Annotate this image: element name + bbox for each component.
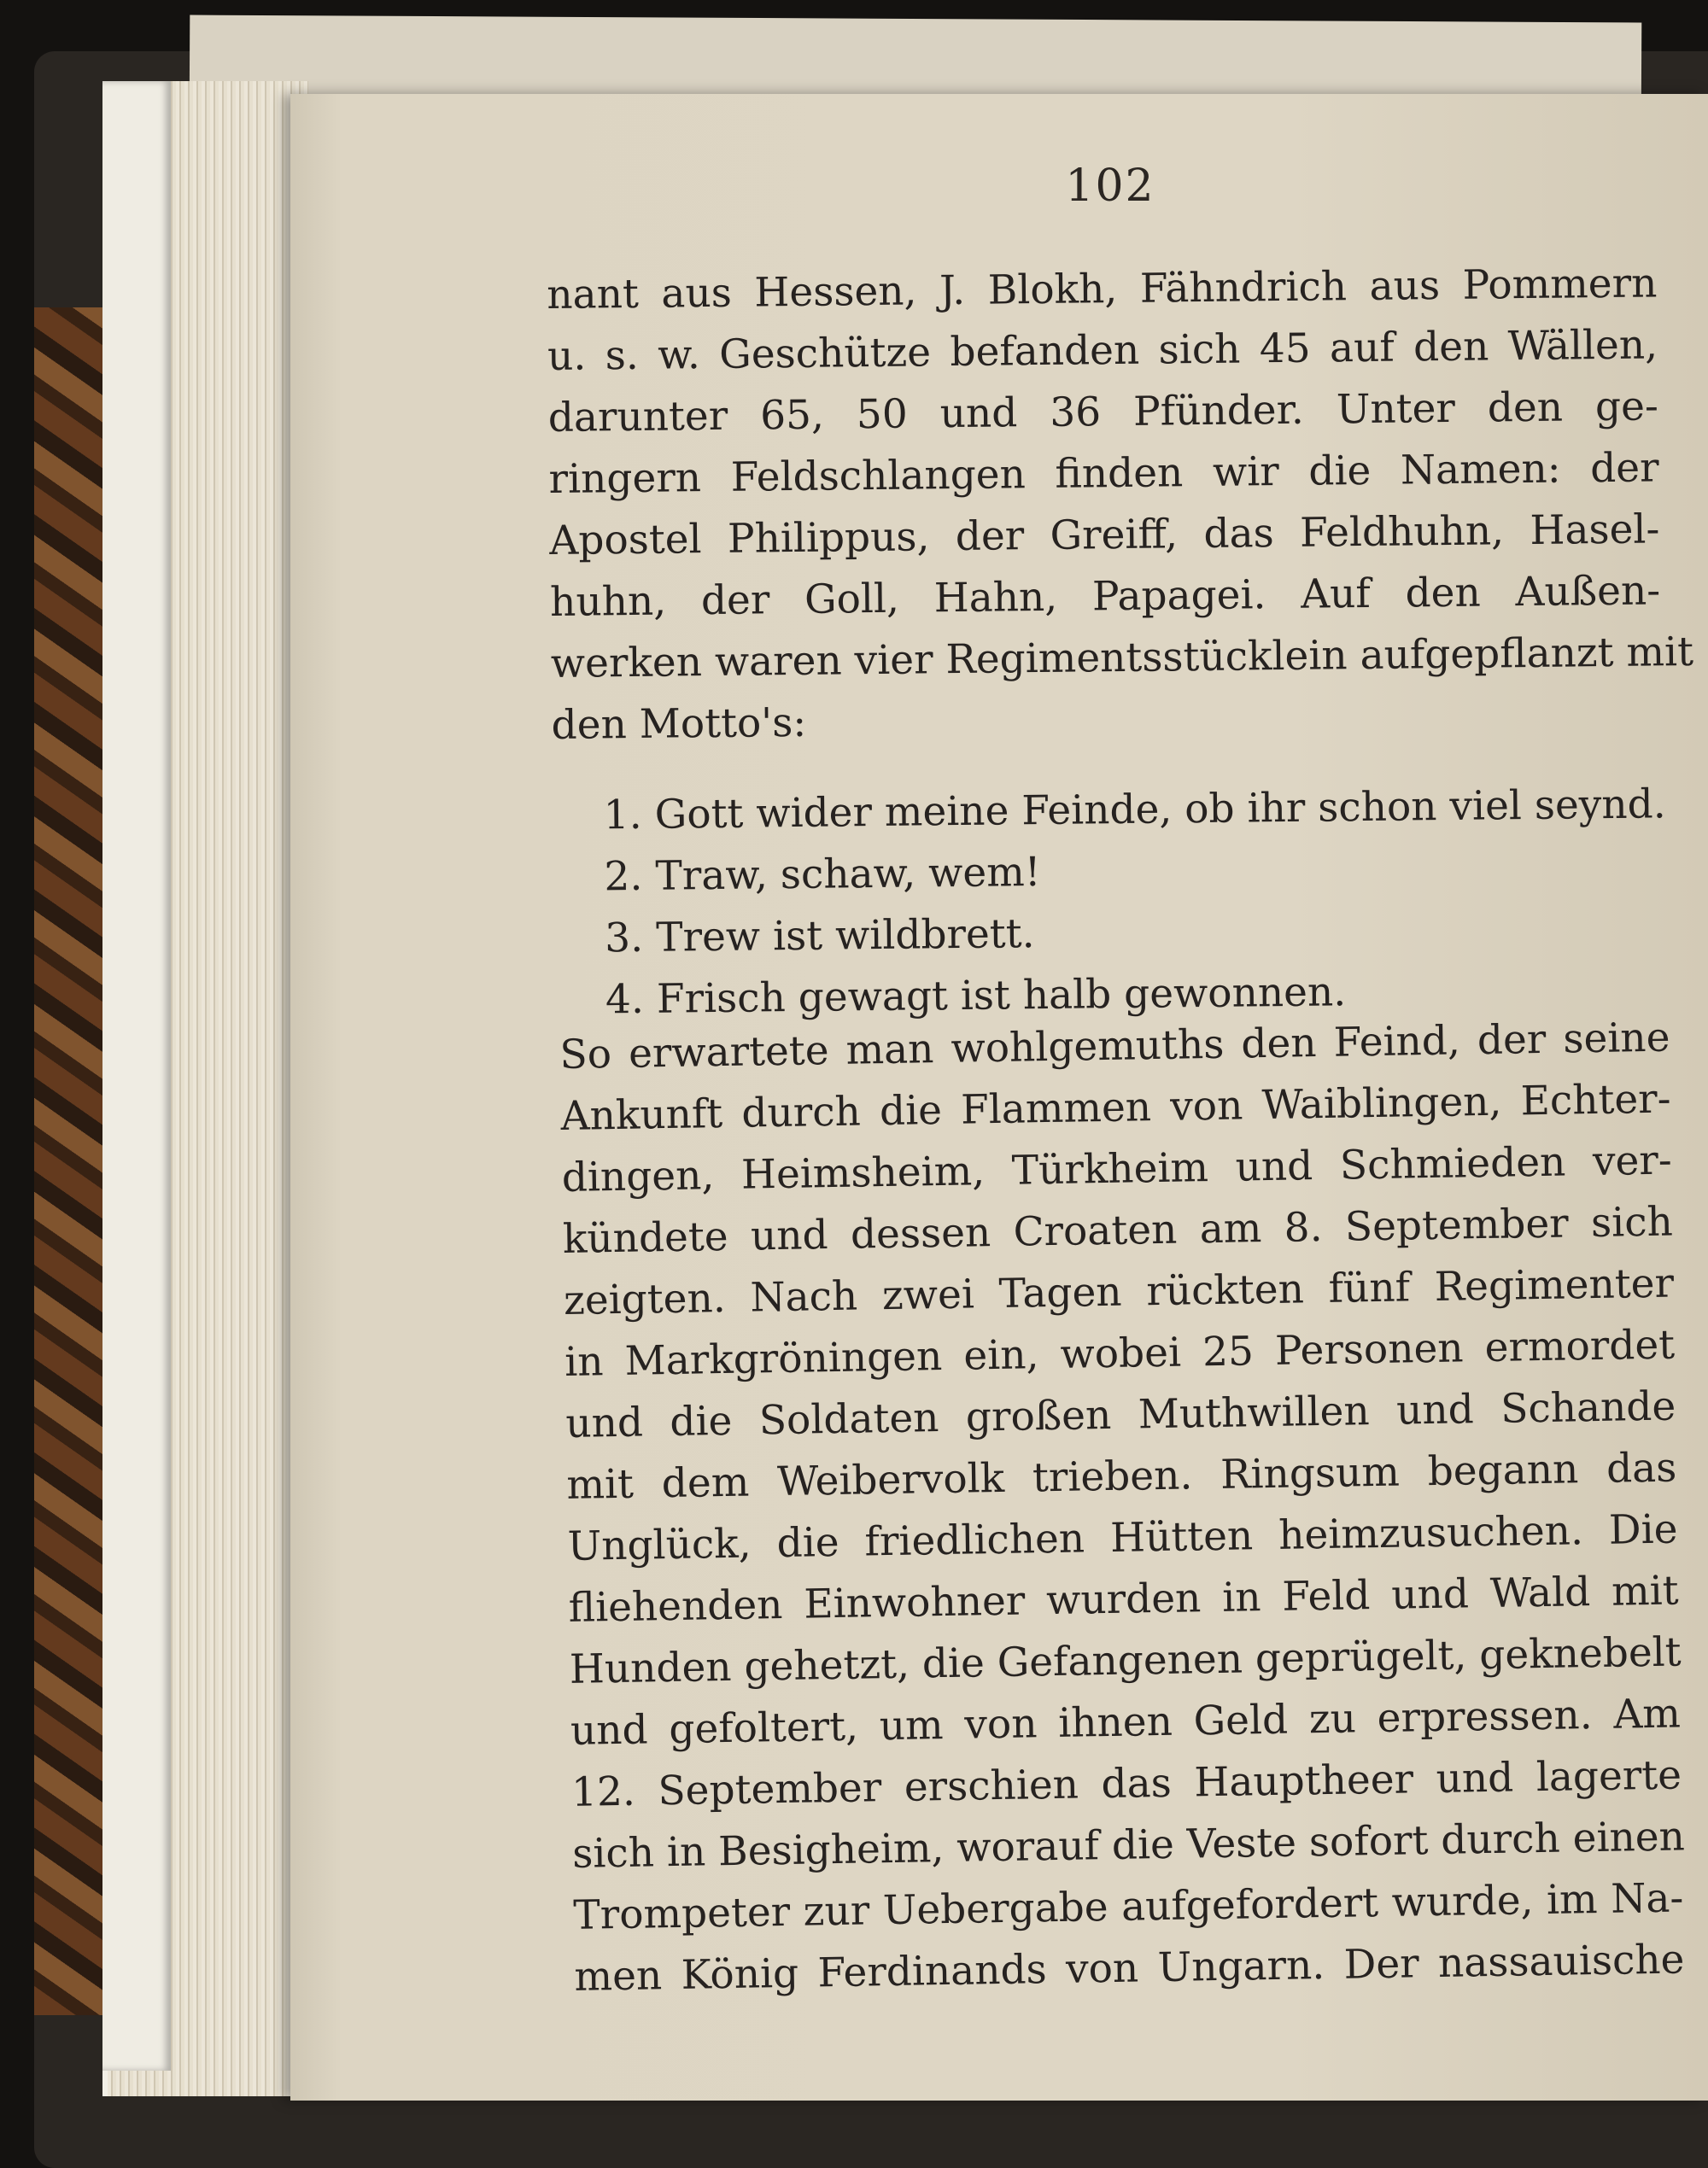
text-line: zeigten. Nach zwei Tagen rückten fünf Regimenter	[563, 1259, 1675, 1324]
motto-number: 3.	[604, 914, 644, 962]
text-line: und die Soldaten großen Muthwillen und Schande	[564, 1382, 1676, 1447]
text-line: nant aus Hessen, J. Blokh, Fähndrich aus Pommern	[547, 260, 1658, 318]
motto-text: Gott wider meine Feinde, ob ihr schon viel seynd.	[654, 780, 1666, 839]
text-line: dingen, Heimsheim, Türkheim und Schmieden ver-	[561, 1137, 1673, 1201]
text-line: 12. September erschien das Hauptheer und lagerte	[570, 1751, 1682, 1816]
text-line: in Markgröningen ein, wobei 25 Personen ermordet	[564, 1321, 1676, 1386]
text-line: ringern Feldschlangen finden wir die Namen: der	[548, 444, 1659, 503]
text-line: Ankunft durch die Flammen von Waiblingen, Echter-	[560, 1075, 1671, 1140]
text-line: und gefoltert, um von ihnen Geld zu erpressen. Am	[570, 1690, 1682, 1755]
motto-number: 1.	[603, 791, 642, 839]
text-line: u. s. w. Geschütze befanden sich 45 auf den Wällen,	[547, 321, 1658, 380]
text-line: den Motto's:	[551, 698, 807, 749]
motto-number: 4.	[605, 975, 645, 1024]
text-line: Hunden gehetzt, die Gefangenen geprügelt, geknebelt	[569, 1628, 1682, 1693]
paragraph-2	[559, 1007, 1708, 2008]
motto-list	[603, 774, 1690, 1031]
motto-item	[604, 835, 1689, 908]
motto-item	[603, 774, 1688, 846]
text-line: sich in Besigheim, worauf die Veste sofort durch einen	[571, 1813, 1686, 1878]
text-line: So erwartete man wohlgemuths den Feind, der seine	[559, 1014, 1670, 1078]
motto-number: 2.	[604, 852, 643, 901]
page-number: 102	[1065, 161, 1155, 212]
motto-text: Frisch gewagt ist halb gewonnen.	[656, 968, 1347, 1023]
text-line: Unglück, die friedlichen Hütten heimzusuchen. Die	[567, 1505, 1678, 1570]
left-page-edge	[102, 81, 171, 2071]
motto-text: Traw, schaw, wem!	[655, 848, 1041, 900]
text-line: kündete und dessen Croaten am 8. September sich	[562, 1198, 1674, 1263]
motto-item	[605, 897, 1690, 969]
paragraph-1	[547, 253, 1694, 1061]
text-line: Trompeter zur Uebergabe aufgefordert wurde, im Na-	[572, 1874, 1684, 1939]
text-line: fliehenden Einwohner wurden in Feld und Wald mit	[568, 1567, 1680, 1632]
text-line: werken waren vier Regimentsstücklein aufgepflanzt mit	[550, 628, 1694, 687]
text-line: darunter 65, 50 und 36 Pfünder. Unter den ge-	[547, 383, 1659, 441]
text-line: Apostel Philippus, der Greiff, das Feldhuhn, Hasel-	[549, 505, 1660, 564]
text-line: mit dem Weibervolk trieben. Ringsum begann das	[566, 1444, 1677, 1509]
text-line: huhn, der Goll, Hahn, Papagei. Auf den Außen-	[549, 567, 1661, 626]
motto-text: Trew ist wildbrett.	[655, 910, 1035, 961]
text-line: men König Ferdinands von Ungarn. Der nassauische	[574, 1936, 1685, 2001]
